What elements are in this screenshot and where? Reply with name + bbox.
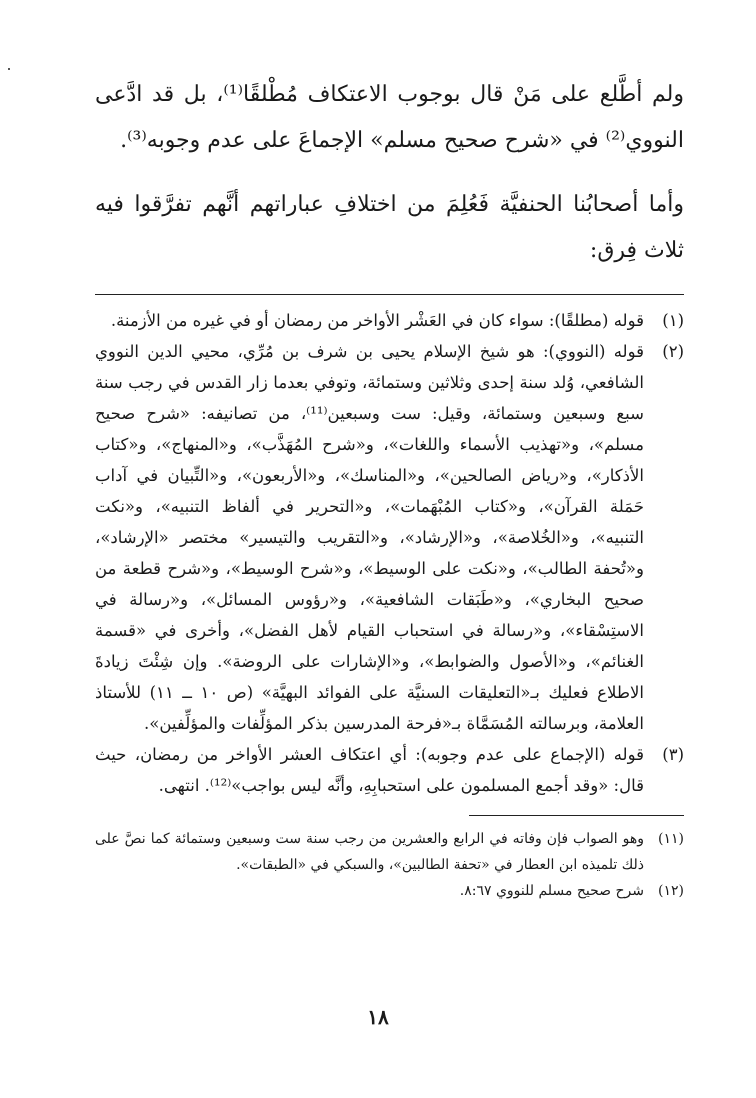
main-text: [95, 72, 684, 274]
editor-note-number: (١١): [658, 831, 684, 847]
editor-note-number: (١٢): [658, 883, 684, 899]
footnote-number: (٢): [662, 342, 684, 361]
main-paragraph-1: ولم أطَّلع على مَنْ قال بوجوب الاعتكاف مُطْلقًا⁽¹⁾، بل قد ادَّعى النووي⁽²⁾ في «شرح صحيح مسلم» الإجماعَ على عدم وجوبه⁽³⁾.: [95, 82, 684, 153]
footnote-1: [95, 305, 684, 336]
footnote-text: قوله (الإجماع على عدم وجوبه): أي اعتكاف العشر الأواخر من رمضان، حيث قال: «وقد أجمع المسلمون على استحبابِهِ، وأنَّه ليس بواجب»⁽¹²⁾. انتهى.: [95, 745, 644, 795]
subnote-separator: [469, 815, 684, 816]
margin-mark: [8, 68, 10, 70]
editor-note-text: شرح صحيح مسلم للنووي ٨:٦٧.: [459, 883, 644, 899]
editor-note-11: [95, 826, 684, 878]
editor-note-text: وهو الصواب فإن وفاته في الرابع والعشرين من رجب سنة ست وسبعين وستمائة كما نصَّ على ذلك تلميذه ابن العطار في «تحفة الطالبين»، والسبكي في «الطبقات».: [95, 831, 644, 873]
footnote-number: (٣): [662, 745, 684, 764]
page-body: [95, 72, 684, 1058]
page-number: ١٨: [367, 1005, 389, 1029]
footnote-separator: [95, 294, 684, 295]
footnote-number: (١): [662, 311, 684, 330]
footnote-text: قوله (مطلقًا): سواء كان في العَشْر الأواخر من رمضان أو في غيره من الأزمنة.: [110, 311, 644, 330]
main-paragraph-2: وأما أصحابُنا الحنفيَّة فَعُلِمَ من اختلافِ عباراتهم أنَّهم تفرَّقوا فيه ثلاث فِرق:: [95, 192, 684, 263]
footnote-2: [95, 336, 684, 739]
footnote-3: [95, 739, 684, 801]
footnotes: [95, 305, 684, 801]
editor-note-12: [95, 878, 684, 904]
editor-notes: [95, 826, 684, 904]
footnote-text: قوله (النووي): هو شيخ الإسلام يحيى بن شرف بن مُرِّي، محيي الدين النووي الشافعي، وُلد سنة إحدى وثلاثين وستمائة، وتوفي بعدما زار القدس في رجب سنة سبع وسبعين وستمائة، وقيل: ست وسبعين⁽¹¹⁾، من تصانيفه: «شرح صحيح مسلم»، و«تهذيب الأسماء واللغات»، و«شرح المُهَذَّب»، و«المنهاج»، و«كتاب الأذكار»، و«رياض الصالحين»، و«المناسك»، و«الأربعون»، و«التِّبيان في آداب حَمَلة القرآن»، و«كتاب المُبْهَمات»، و«التحرير في ألفاظ التنبيه»، و«نكت التنبيه»، و«الخُلاصة»، و«الإرشاد»، و«التقريب والتيسير» مختصر «الإرشاد»، و«تُحفة الطالب»، و«نكت على الوسيط»، و«شرح الوسيط»، و«شرح قطعة من صحيح البخاري»، و«طَبَقات الشافعية»، و«رؤوس المسائل»، و«رسالة في الاستِسْقاء»، و«رسالة في استحباب القيام لأهل الفضل»، وأخرى في «قسمة الغنائم»، و«الأصول والضوابط»، و«الإشارات على الروضة». وإن شِئْتَ زيادةَ الاطلاع فعليك بـ«التعليقات السنيَّة على الفوائد البهيَّة» (ص ١٠ ــ ١١) للأستاذ العلامة، وبرسالته المُسَمَّاة بـ«فرحة المدرسين بذكر المؤلِّفات والمؤلِّفين».: [95, 342, 644, 733]
